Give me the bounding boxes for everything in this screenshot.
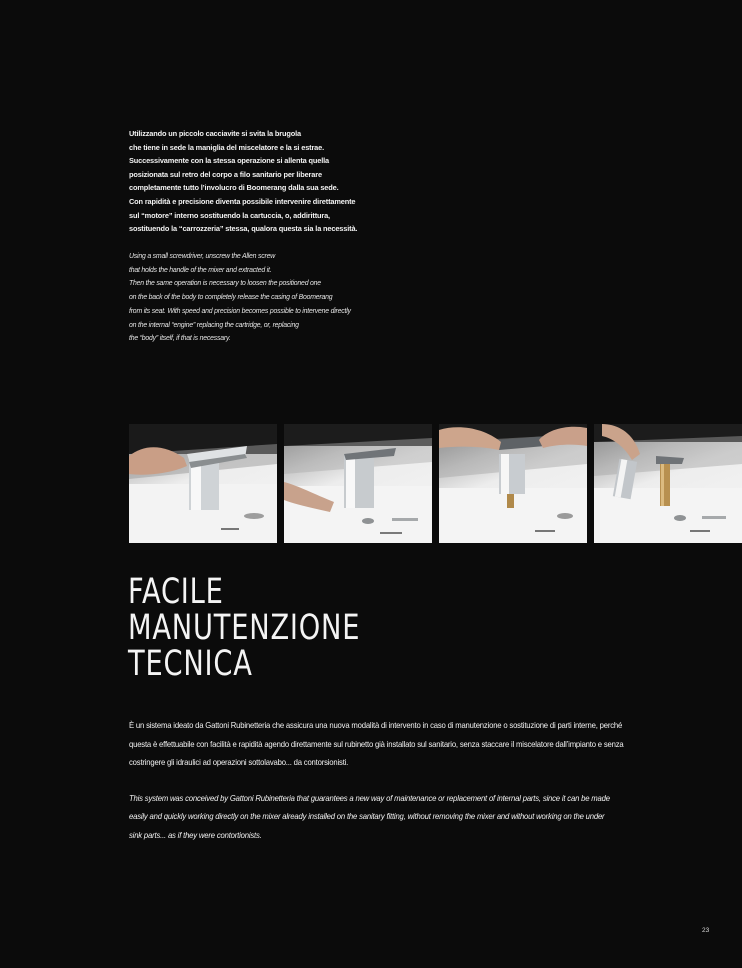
intro-english-line: Using a small screwdriver, unscrew the Allen screw [129, 253, 275, 260]
body-english-line: sink parts... as if they were contortionists. [129, 829, 262, 840]
body-italian-line: costringere gli idraulici ad operazioni sottolavabo... da contorsionisti. [129, 757, 349, 767]
body-english-paragraph [129, 789, 681, 845]
intro-italian-line: Utilizzando un piccolo cacciavite si svita la brugola [129, 129, 301, 138]
page-title [128, 574, 360, 682]
intro-italian-line: sostituendo la “carrozzeria” stessa, qualora questa sia la necessità. [129, 224, 358, 234]
intro-italian-line: posizionata sul retro del corpo a filo sanitario per liberare [129, 169, 322, 179]
page-number: 23 [702, 927, 710, 934]
body-english-line: easily and quickly working directly on the mixer already installed on the sanitary fitting, without removing the mixer and without working on the under [129, 811, 605, 821]
maintenance-photo-strip [129, 424, 742, 543]
intro-italian-line: completamente tutto l’involucro di Boomerang dalla sua sede. [129, 183, 339, 193]
intro-italian-line: che tiene in sede la maniglia del miscelatore e la si estrae. [129, 142, 325, 152]
hand-unscrewing-faucet-photo [129, 424, 277, 543]
faucet-handle-removed-photo [284, 424, 432, 543]
intro-italian-paragraph [129, 127, 369, 236]
title-line: MANUTENZIONE [128, 608, 361, 648]
body-italian-paragraph [129, 716, 681, 772]
intro-english-paragraph [129, 250, 369, 346]
intro-english-line: from its seat. With speed and precision becomes possible to intervene directly [129, 307, 351, 315]
intro-italian-line: Successivamente con la stessa operazione si allenta quella [129, 156, 329, 166]
body-italian-line: questa è effettuabile con facilità e rapidità agendo direttamente sul rubinetto già installato sul sanitario, senza staccare il miscelatore dall’impianto e senza [129, 738, 624, 749]
title-line: TECNICA [128, 644, 253, 684]
cartridge-exposed-photo [594, 424, 742, 543]
body-italian-line: È un sistema ideato da Gattoni Rubinetteria che assicura una nuova modalità di intervento in caso di manutenzione o sostituzione di parti interne, perché [129, 720, 623, 730]
casing-removal-photo [439, 424, 587, 543]
body-text [129, 716, 729, 844]
body-english-line: This system was conceived by Gattoni Rubinetteria that guarantees a new way of maintenance or replacement of internal parts, since it can be made [129, 792, 610, 803]
intro-italian-line: sul “motore” interno sostituendo la cartuccia, o, addirittura, [129, 210, 330, 220]
intro-english-line: that holds the handle of the mixer and extracted it. [129, 266, 272, 274]
title-line: FACILE [128, 572, 224, 612]
intro-english-line: on the back of the body to completely release the casing of Boomerang [129, 294, 333, 302]
intro-italian-line: Con rapidità e precisione diventa possibile intervenire direttamente [129, 196, 356, 206]
intro-english-line: the “body” itself, if that is necessary. [129, 335, 231, 343]
intro-english-line: on the internal “engine” replacing the cartridge, or, replacing [129, 321, 299, 329]
intro-english-line: Then the same operation is necessary to loosen the positioned one [129, 280, 321, 288]
